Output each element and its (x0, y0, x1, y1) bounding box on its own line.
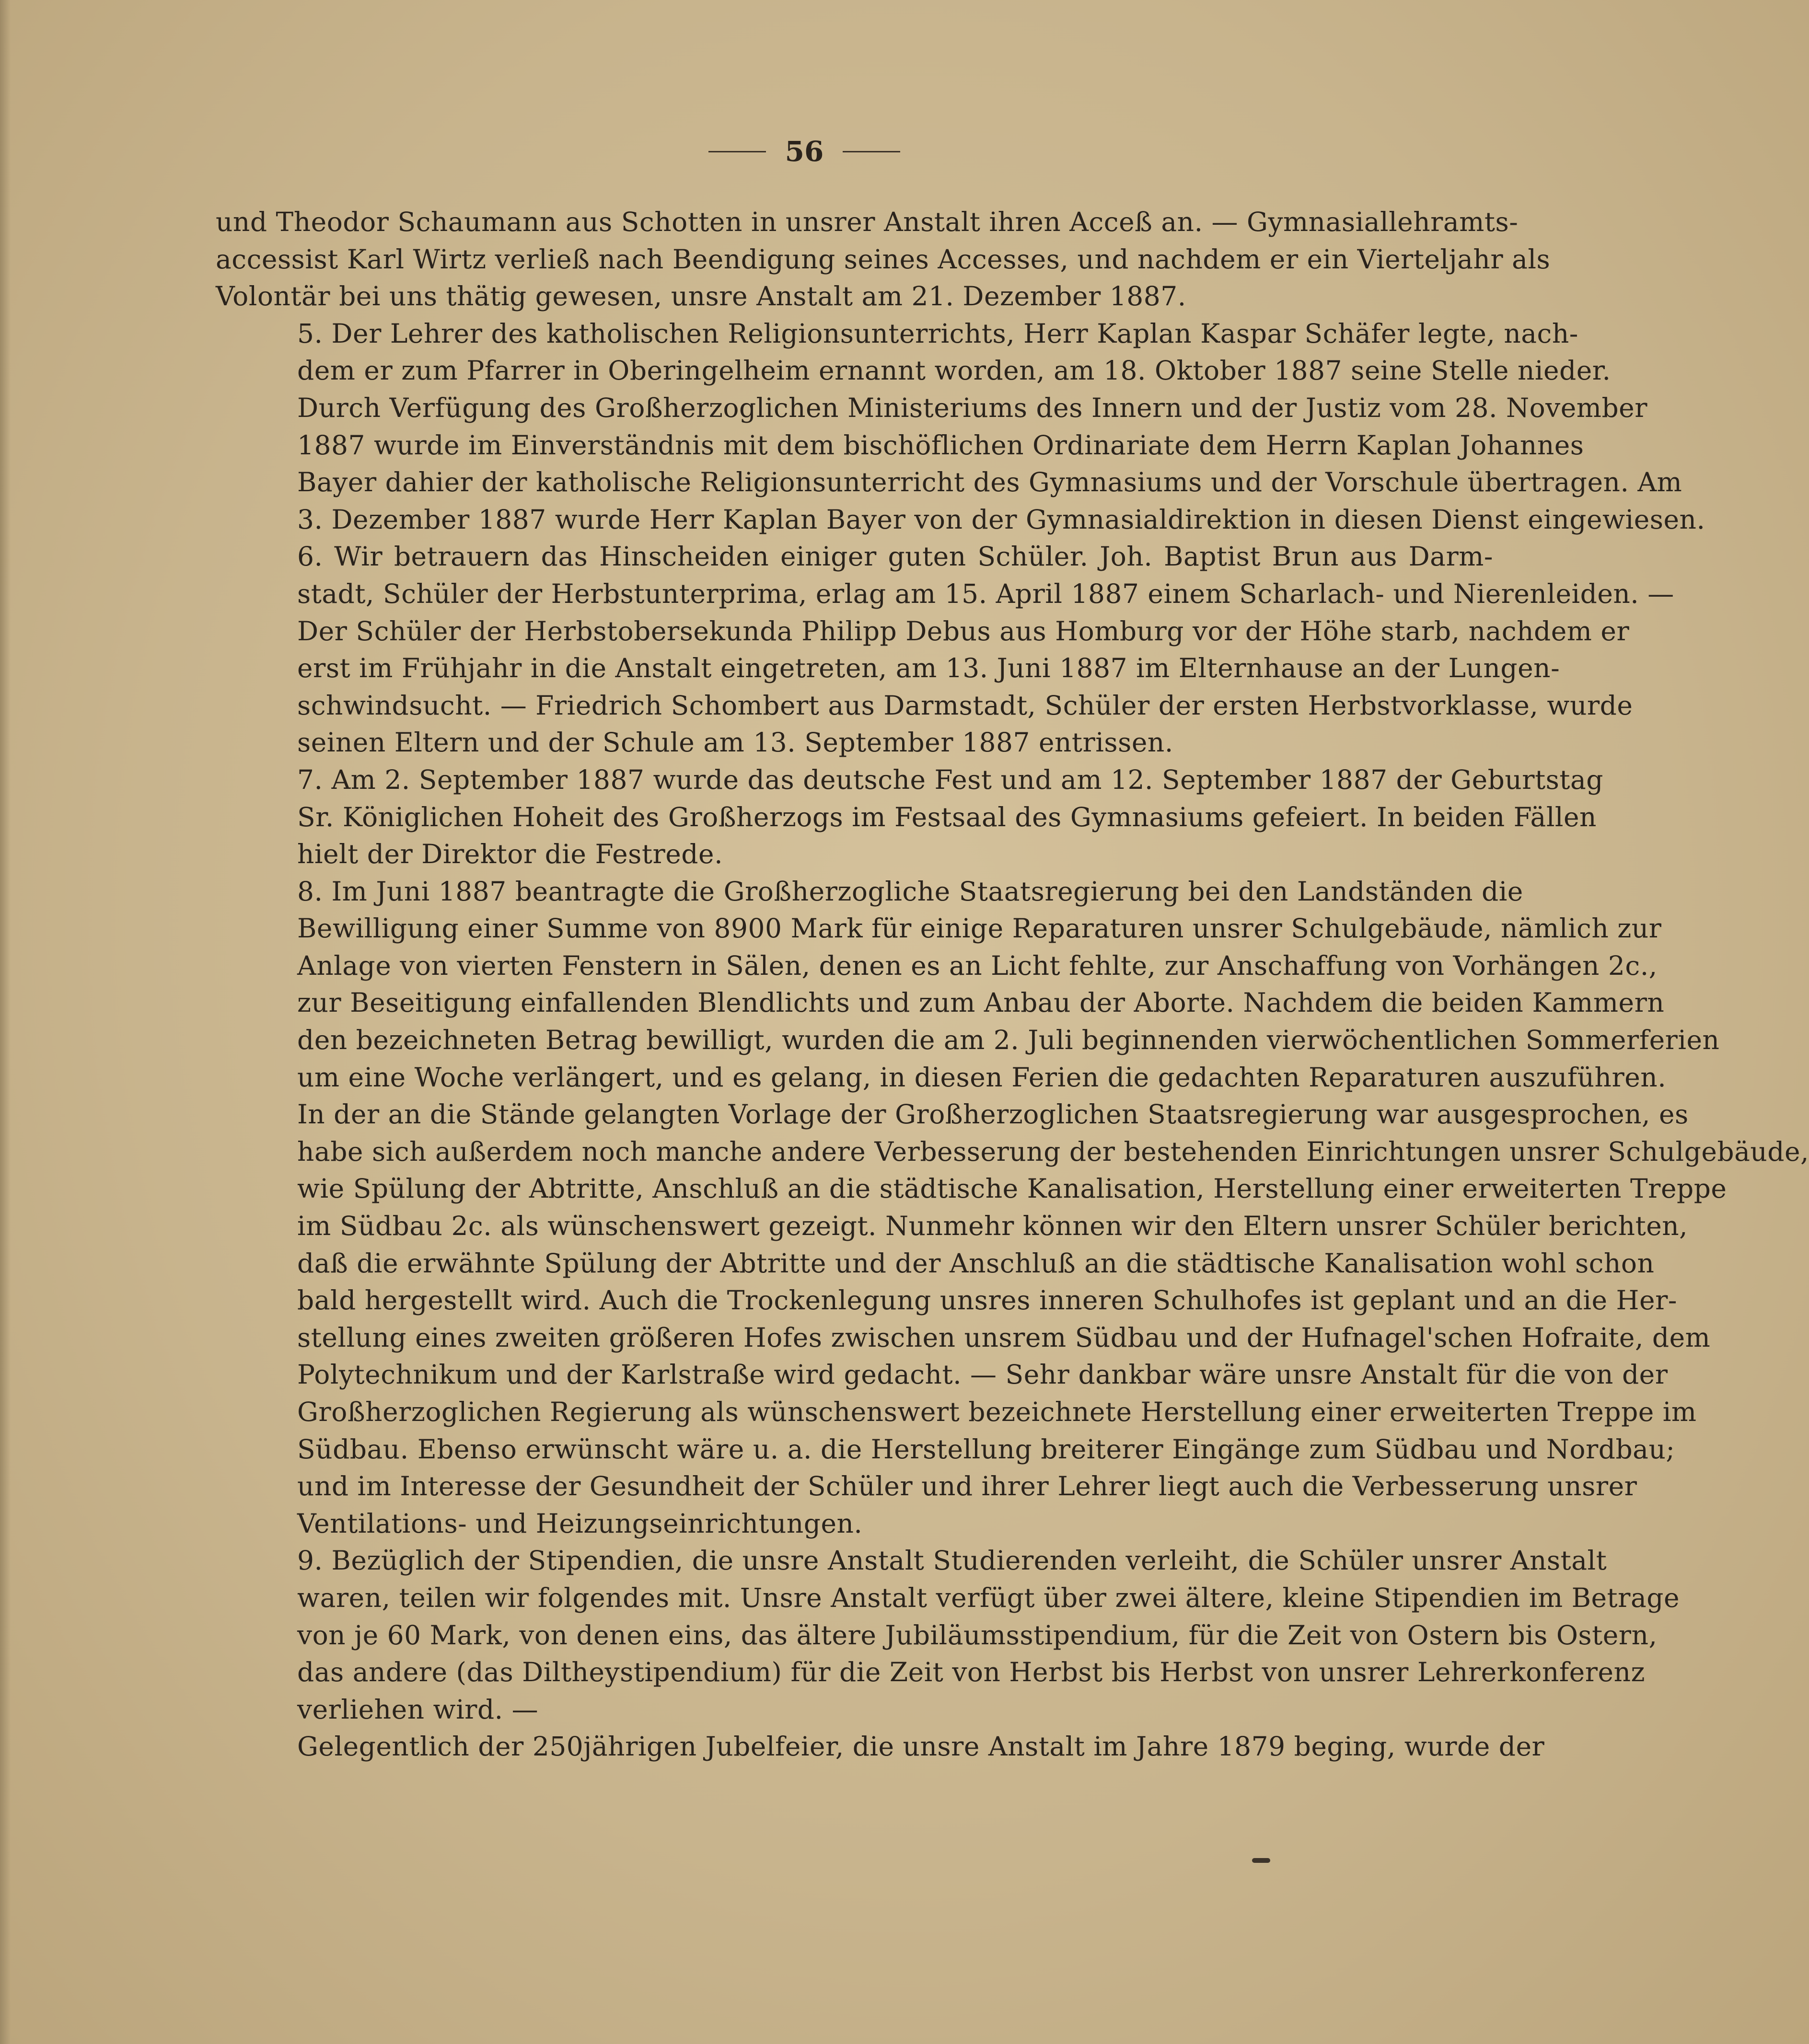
paragraph-p8 (216, 873, 1809, 1543)
text-line: stellung eines zweiten größeren Hofes zwischen unsrem Südbau und der Hufnagel'schen Hofraite, dem (297, 1322, 1711, 1353)
text-line: habe sich außerdem noch manche andere Verbesserung der bestehenden Einrichtungen unsrer Schulgebäude, (297, 1136, 1809, 1167)
text-line: hielt der Direktor die Festrede. (297, 839, 723, 870)
paragraph-p5 (216, 315, 1705, 539)
header-rule-left (708, 151, 766, 152)
text-line: seinen Eltern und der Schule am 13. September 1887 entrissen. (297, 727, 1173, 758)
text-line: 3. Dezember 1887 wurde Herr Kaplan Bayer von der Gymnasialdirektion in diesen Dienst eingewiesen. (297, 504, 1705, 535)
text-line: von je 60 Mark, von denen eins, das ältere Jubiläumsstipendium, für die Zeit von Ostern bis Ostern, (297, 1619, 1658, 1651)
text-line: Der Schüler der Herbstobersekunda Philipp Debus aus Homburg vor der Höhe starb, nachdem er (297, 615, 1630, 647)
text-line: In der an die Stände gelangten Vorlage der Großherzoglichen Staatsregierung war ausgesprochen, es (297, 1099, 1689, 1130)
text-line: Sr. Königlichen Hoheit des Großherzogs im Festsaal des Gymnasiums gefeiert. In beiden Fällen (297, 801, 1597, 832)
text-line: dem er zum Pfarrer in Oberingelheim ernannt worden, am 18. Oktober 1887 seine Stelle nieder. (297, 355, 1611, 386)
paragraph-p-continued (216, 204, 1551, 315)
header-rule-right (843, 151, 900, 152)
text-line: waren, teilen wir folgendes mit. Unsre Anstalt verfügt über zwei ältere, kleine Stipendien im Betrage (297, 1582, 1680, 1613)
text-line: daß die erwähnte Spülung der Abtritte und der Anschluß an die städtische Kanalisation wohl schon (297, 1247, 1655, 1279)
text-line: Durch Verfügung des Großherzoglichen Ministeriums des Innern und der Justiz vom 28. November (297, 392, 1648, 423)
body-text (216, 204, 1809, 1766)
text-line: Ventilations- und Heizungseinrichtungen. (297, 1508, 863, 1539)
text-line: Großherzoglichen Regierung als wünschenswert bezeichnete Herstellung einer erweiterten Treppe im (297, 1397, 1697, 1427)
page-number: 56 (785, 135, 824, 168)
text-line: Gelegentlich der 250jährigen Jubelfeier, die unsre Anstalt im Jahre 1879 beging, wurde der (297, 1731, 1545, 1762)
text-line: 7. Am 2. September 1887 wurde das deutsche Fest und am 12. September 1887 der Geburtstag (297, 764, 1604, 795)
page-left-edge-shadow (0, 0, 11, 2044)
text-line: bald hergestellt wird. Auch die Trockenlegung unsres inneren Schulhofes ist geplant und an die Her- (297, 1285, 1677, 1316)
text-line: accessist Karl Wirtz verließ nach Beendigung seines Accesses, und nachdem er ein Vierteljahr als (216, 243, 1551, 275)
page-header (0, 135, 1609, 168)
text-line: verliehen wird. — (297, 1694, 539, 1725)
text-line: im Südbau 2c. als wünschenswert gezeigt. Nunmehr können wir den Eltern unsrer Schüler berichten, (297, 1211, 1688, 1242)
paragraph-p9 (216, 1542, 1680, 1728)
text-line: 5. Der Lehrer des katholischen Religionsunterrichts, Herr Kaplan Kaspar Schäfer legte, nach- (297, 318, 1578, 349)
text-line: und Theodor Schaumann aus Schotten in unsrer Anstalt ihren Acceß an. — Gymnasiallehramts- (216, 207, 1519, 237)
text-line: Polytechnikum und der Karlstraße wird gedacht. — Sehr dankbar wäre unsre Anstalt für die von der (297, 1359, 1668, 1390)
text-line: Anlage von vierten Fenstern in Sälen, denen es an Licht fehlte, zur Anschaffung von Vorhängen 2c., (297, 950, 1658, 981)
text-line: um eine Woche verlängert, und es gelang, in diesen Ferien die gedachten Reparaturen auszuführen. (297, 1062, 1667, 1093)
text-line: und im Interesse der Gesundheit der Schüler und ihrer Lehrer liegt auch die Verbesserung unsrer (297, 1471, 1637, 1502)
text-line: wie Spülung der Abtritte, Anschluß an die städtische Kanalisation, Herstellung einer erweiterten Treppe (297, 1173, 1727, 1204)
paragraph-p7 (216, 762, 1604, 873)
text-line: 8. Im Juni 1887 beantragte die Großherzogliche Staatsregierung bei den Landständen die (297, 876, 1523, 907)
text-line: Bayer dahier der katholische Religionsunterricht des Gymnasiums und der Vorschule übertragen. Am (297, 467, 1682, 498)
paragraph-p10 (216, 1728, 1545, 1766)
ink-speck (1252, 1858, 1270, 1863)
text-line: Volontär bei uns thätig gewesen, unsre Anstalt am 21. Dezember 1887. (216, 281, 1186, 312)
text-line: das andere (das Diltheystipendium) für die Zeit von Herbst bis Herbst von unsrer Lehrerkonferenz (297, 1657, 1645, 1688)
text-line: Bewilligung einer Summe von 8900 Mark für einige Reparaturen unsrer Schulgebäude, nämlich zur (297, 913, 1662, 944)
text-line: 1887 wurde im Einverständnis mit dem bischöflichen Ordinariate dem Herrn Kaplan Johannes (297, 429, 1584, 461)
text-line: Südbau. Ebenso erwünscht wäre u. a. die Herstellung breiterer Eingänge zum Südbau und Nordbau; (297, 1433, 1675, 1465)
paragraph-p6 (216, 538, 1674, 762)
text-line: 6. Wir betrauern das Hinscheiden einiger guten Schüler. Joh. Baptist Brun aus Darm- (297, 541, 1493, 572)
text-line: erst im Frühjahr in die Anstalt eingetreten, am 13. Juni 1887 im Elternhause an der Lungen- (297, 653, 1560, 684)
text-line: den bezeichneten Betrag bewilligt, wurden die am 2. Juli beginnenden vierwöchentlichen Sommerferien (297, 1025, 1720, 1056)
text-line: zur Beseitigung einfallenden Blendlichts und zum Anbau der Aborte. Nachdem die beiden Kammern (297, 987, 1665, 1018)
text-line: 9. Bezüglich der Stipendien, die unsre Anstalt Studierenden verleiht, die Schüler unsrer Anstalt (297, 1545, 1607, 1576)
text-line: schwindsucht. — Friedrich Schombert aus Darmstadt, Schüler der ersten Herbstvorklasse, wurde (297, 690, 1633, 721)
text-line: stadt, Schüler der Herbstunterprima, erlag am 15. April 1887 einem Scharlach- und Nierenleiden. — (297, 578, 1674, 609)
